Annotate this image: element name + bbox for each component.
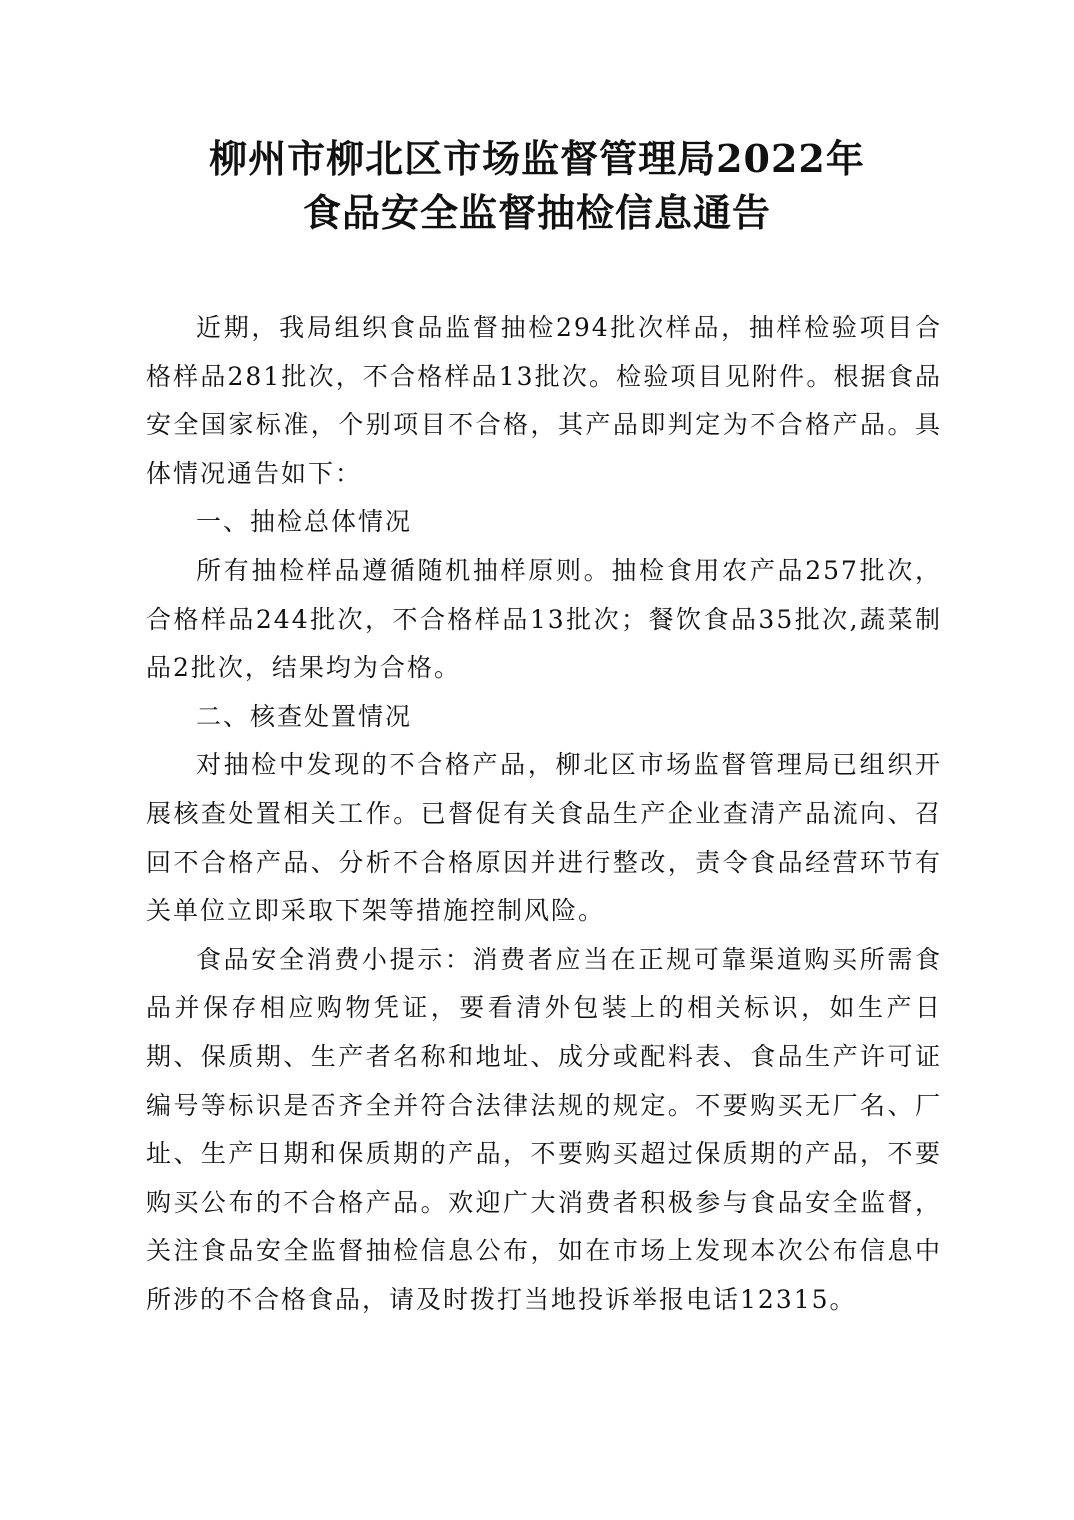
section2-heading: 二、核查处置情况 xyxy=(196,701,413,731)
section2-paragraph: 对抽检中发现的不合格产品，柳北区市场监督管理局已组织开展核查处置相关工作。已督促有关食品生产企业查清产品流向、召回不合格产品、分析不合格原因并进行整改，责令食品经营环节有关单位立即采取下架等措施控制风险。 xyxy=(146,750,942,926)
intro-paragraph: 近期，我局组织食品监督抽检294批次样品，抽样检验项目合格样品281批次，不合格样品13批次。检验项目见附件。根据食品安全国家标准，个别项目不合格，其产品即判定为不合格产品。具体情况通告如下： xyxy=(146,313,942,488)
section1-paragraph: 所有抽检样品遵循随机抽样原则。抽检食用农产品257批次，合格样品244批次，不合格样品13批次；餐饮食品35批次,蔬菜制品2批次，结果均为合格。 xyxy=(146,555,942,683)
document-title-line1: 柳州市柳北区市场监督管理局2022年 xyxy=(209,136,865,181)
tips-paragraph: 食品安全消费小提示：消费者应当在正规可靠渠道购买所需食品并保存相应购物凭证，要看清外包装上的相关标识，如生产日期、保质期、生产者名称和地址、成分或配料表、食品生产许可证编号等标识是否齐全并符合法律法规的规定。不要购买无厂名、厂址、生产日期和保质期的产品，不要购买超过保质期的产品，不要购买公布的不合格产品。欢迎广大消费者积极参与食品安全监督，关注食品安全监督抽检信息公布，如在市场上发现本次公布信息中所涉的不合格食品，请及时拨打当地投诉举报电话12315。 xyxy=(146,944,942,1314)
document-body xyxy=(146,304,942,1324)
section1-heading: 一、抽检总体情况 xyxy=(196,507,413,537)
document-title-line2: 食品安全监督抽检信息通告 xyxy=(302,190,771,235)
